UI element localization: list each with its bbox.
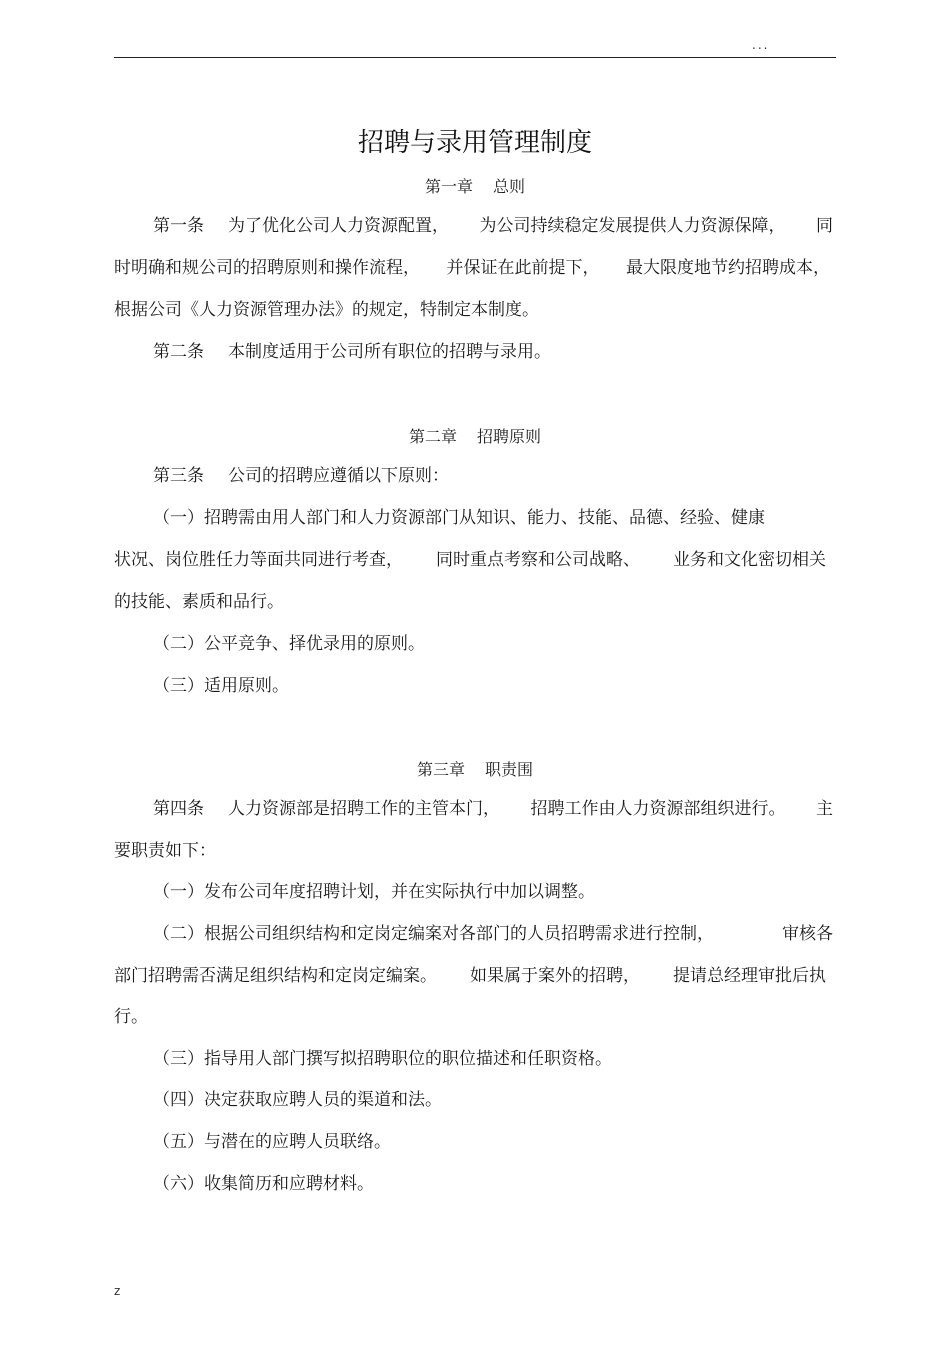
article-4-item-2-line-3: 行。: [114, 1007, 148, 1027]
text-segment: 如果属于案外的招聘，: [470, 966, 640, 986]
article-3-item-3: （三）适用原则。: [153, 676, 289, 696]
document-title: 招聘与录用管理制度: [357, 128, 592, 158]
chapter-name: 职责围: [485, 760, 534, 779]
article-4-item-2-line-2: [114, 966, 826, 986]
article-4-item-6: （六）收集简历和应聘材料。: [153, 1174, 374, 1194]
article-label: 第三条: [153, 466, 204, 486]
article-label: 第一条: [153, 216, 204, 236]
article-3-item-2: （二）公平竞争、择优录用的原则。: [153, 634, 425, 654]
article-label: 第二条: [153, 342, 204, 362]
chapter-name: 招聘原则: [477, 427, 542, 446]
text-segment: 审核各: [782, 924, 833, 944]
article-2: [153, 342, 551, 362]
article-4-item-3: （三）指导用人部门撰写拟招聘职位的职位描述和任职资格。: [153, 1049, 612, 1069]
article-1-line-1: [153, 216, 833, 236]
article-label: 第四条: [153, 799, 204, 819]
article-4-line-2: 要职责如下：: [114, 841, 216, 861]
article-4-item-1: （一）发布公司年度招聘计划，并在实际执行中加以调整。: [153, 882, 595, 902]
article-text: 公司的招聘应遵循以下原则：: [228, 466, 449, 486]
chapter-number: 第二章: [408, 427, 457, 446]
article-4-line-1: [153, 799, 833, 819]
text-segment: 为公司持续稳定发展提供人力资源保障，: [479, 216, 786, 236]
text-segment: 同时重点考察和公司战略、: [436, 550, 640, 570]
article-3-item-1-line-2: [114, 550, 826, 570]
text-segment: 招聘工作由人力资源部组织进行。: [530, 799, 786, 819]
article-4-item-2-line-1: [153, 924, 833, 944]
chapter-heading-2: [0, 424, 950, 447]
chapter-heading-3: [0, 757, 950, 780]
text-segment: 主: [816, 799, 833, 819]
footer-mark: z: [114, 1284, 121, 1298]
article-4-item-5: （五）与潜在的应聘人员联络。: [153, 1132, 391, 1152]
header-dots: ...: [752, 38, 770, 52]
text-segment: 部门招聘需否满足组织结构和定岗定编案。: [114, 966, 437, 986]
text-segment: （二）根据公司组织结构和定岗定编案对各部门的人员招聘需求进行控制，: [153, 924, 714, 944]
article-1-line-2: [114, 258, 830, 278]
text-segment: 同: [816, 216, 833, 236]
article-1-line-3: 根据公司《人力资源管理办法》的规定，特制定本制度。: [114, 300, 539, 320]
text-segment: 时明确和规公司的招聘原则和操作流程，: [114, 258, 420, 278]
text-segment: 提请总经理审批后执: [673, 966, 826, 986]
article-3-item-1-line-3: 的技能、素质和品行。: [114, 592, 284, 612]
article-4-item-4: （四）决定获取应聘人员的渠道和法。: [153, 1090, 442, 1110]
header-rule: [114, 57, 836, 58]
text-segment: 最大限度地节约招聘成本，: [626, 258, 830, 278]
chapter-number: 第一章: [424, 177, 473, 196]
article-3-item-1-line-1: （一）招聘需由用人部门和人力资源部门从知识、能力、技能、品德、经验、健康: [153, 508, 765, 528]
chapter-number: 第三章: [416, 760, 465, 779]
article-text: 本制度适用于公司所有职位的招聘与录用。: [228, 342, 551, 362]
text-segment: 并保证在此前提下，: [446, 258, 600, 278]
chapter-name: 总则: [493, 177, 526, 196]
text-segment: 为了优化公司人力资源配置，: [228, 216, 449, 236]
text-segment: 业务和文化密切相关: [673, 550, 826, 570]
chapter-heading-1: [0, 174, 950, 197]
text-segment: 状况、岗位胜任力等面共同进行考查，: [114, 550, 403, 570]
article-3: [153, 466, 449, 486]
text-segment: 人力资源部是招聘工作的主管本门，: [228, 799, 500, 819]
